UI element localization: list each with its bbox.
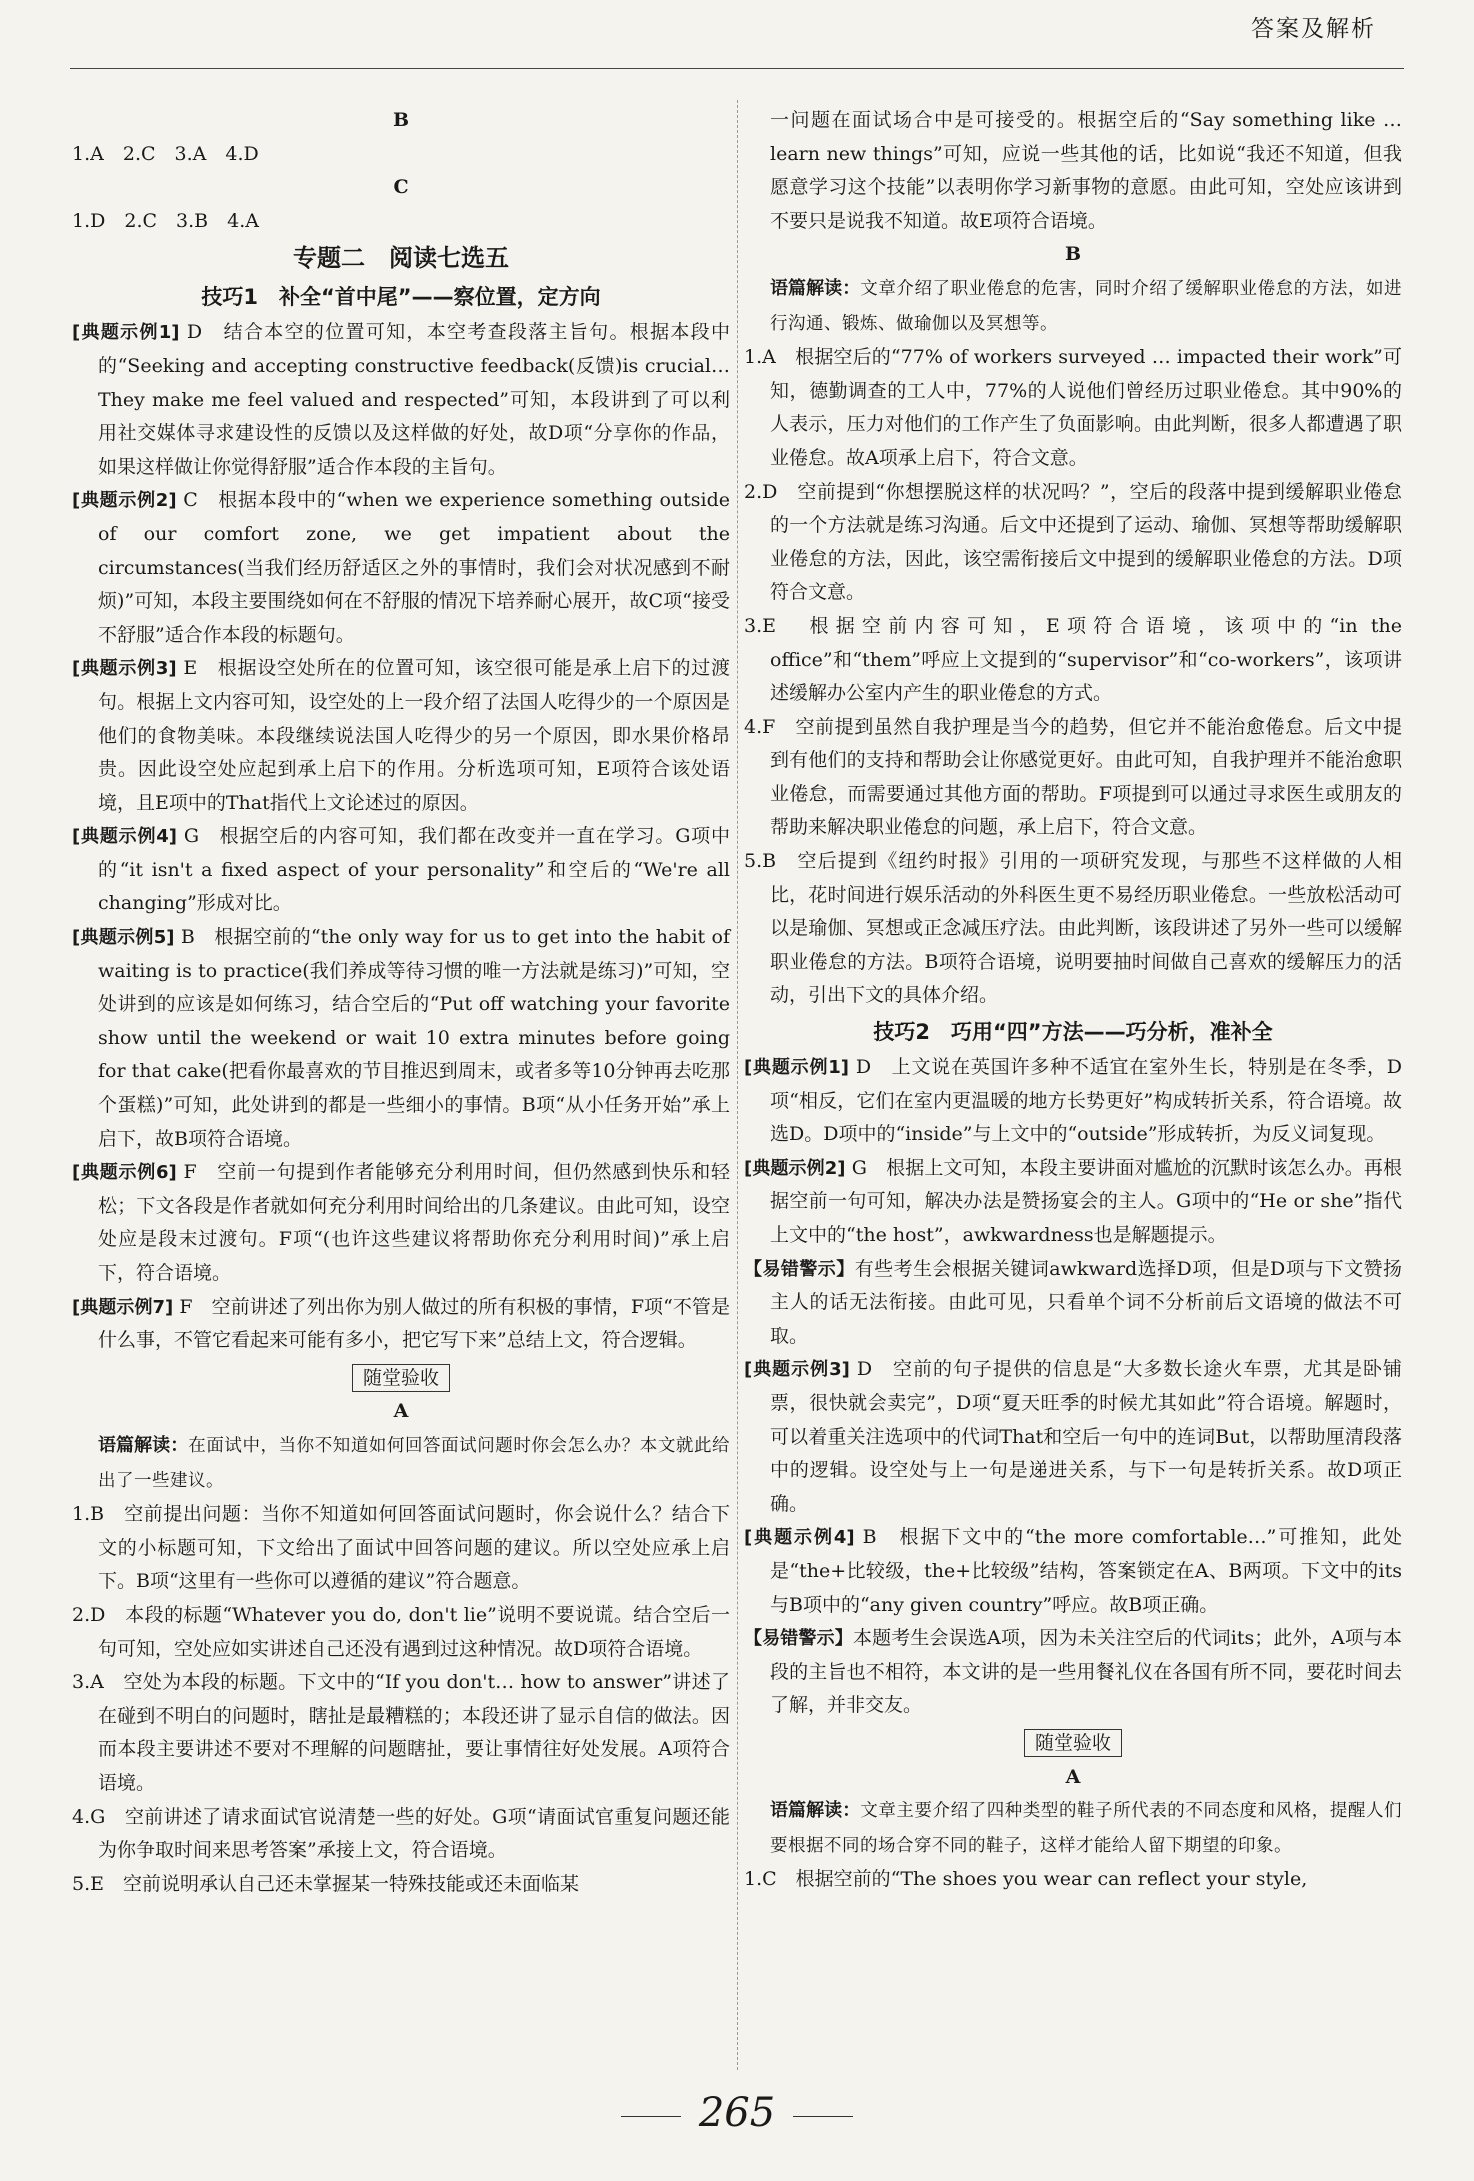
example-text: D 空前的句子提供的信息是“大多数长途火车票，尤其是卧铺票，很快就会卖完”，D项“夏天旺季的时候尤其如此”符合语境。解题时，可以着重关注选项中的代词That和空后一句中的连词But，以帮助厘清段落中的逻辑。设空处与上一句是递进关系，与下一句是转折关系。故D项正确。 [770, 1358, 1402, 1515]
answer-item: 4.G 空前讲述了请求面试官说清楚一些的好处。G项“请面试官重复问题还能为你争取时间来思考答案”承接上文，符合语境。 [72, 1805, 730, 1862]
passage-intro-text: 在面试中，当你不知道如何回答面试问题时你会怎么办？本文就此给出了一些建议。 [98, 1435, 731, 1491]
part-c-answers: 1.D 2.C 3.B 4.A [72, 209, 259, 232]
example-tag: [典题示例6] [72, 1162, 177, 1184]
example-text: D 结合本空的位置可知，本空考查段落主旨句。根据本段中的“Seeking and accepting constructive feedback(反馈)is crucial… They make me feel valued and respected”可知，本段讲到了可以利用社交媒体寻求建设性的反馈以及这样做的好处，故D项“分享你的作品，如果这样做让你觉得舒服”适合作本段的主旨句。 [98, 321, 730, 478]
example-3 [72, 652, 730, 820]
part-b-answers: 1.A 2.C 3.A 4.D [72, 142, 259, 165]
example-text: F 空前一句提到作者能够充分利用时间，但仍然感到快乐和轻松；下文各段是作者就如何充分利用时间给出的几条建议。由此可知，设空处应是段末过渡句。F项“(也许这些建议将帮助你充分利用时间)”承上启下，符合语境。 [98, 1161, 730, 1284]
footer-dash-right [793, 2116, 853, 2117]
practice-a-label: A [393, 1400, 409, 1423]
example-4 [744, 1521, 1402, 1622]
answer-item: 2.D 本段的标题“Whatever you do, don't lie”说明不要说谎。结合空后一句可知，空处应如实讲述自己还没有遇到过这种情况。故D项符合语境。 [72, 1603, 730, 1660]
example-tag: [典题示例1] [744, 1057, 849, 1079]
example-tag: [典题示例4] [744, 1527, 855, 1549]
part-c-label: C [393, 176, 409, 199]
answer-item: 1.C 根据空前的“The shoes you wear can reflect your style, [744, 1868, 1308, 1891]
passage-intro [72, 1429, 730, 1498]
passage-intro [744, 272, 1402, 341]
warning-label: 【易错警示】 [744, 1258, 855, 1280]
practice-a-label: A [1065, 1765, 1081, 1788]
example-tag: [典题示例1] [72, 322, 180, 344]
example-2 [72, 484, 730, 652]
example-text: F 空前讲述了列出你为别人做过的所有积极的事情，F项“不管是什么事，不管它看起来可能有多小，把它写下来”总结上文，符合逻辑。 [98, 1295, 730, 1352]
right-column [744, 104, 1402, 1897]
passage-intro-label: 语篇解读： [770, 277, 861, 299]
answer-item: 2.D 空前提到“你想摆脱这样的状况吗？”，空后的段落中提到缓解职业倦怠的一个方法就是练习沟通。后文中还提到了运动、瑜伽、冥想等帮助缓解职业倦怠的方法，因此，该空需衔接后文中提到的缓解职业倦怠的方法。D项符合文意。 [744, 480, 1402, 604]
skill2-title: 技巧2 巧用“四”方法——巧分析，准补全 [873, 1020, 1273, 1045]
example-tag: [典题示例3] [744, 1359, 850, 1381]
page-number: 265 [698, 2090, 776, 2136]
example-6 [72, 1156, 730, 1290]
answer-item: 1.B 空前提出问题：当你不知道如何回答面试问题时，你会说什么？结合下文的小标题可知，下文给出了面试中回答问题的建议。所以空处应承上启下。B项“这里有一些你可以遵循的建议”符合题意。 [72, 1503, 730, 1593]
example-tag: [典题示例3] [72, 658, 177, 680]
answer-item: 1.A 根据空后的“77% of workers surveyed … impacted their work”可知，德勤调查的工人中，77%的人说他们曾经历过职业倦怠。其中90%的人表示，压力对他们的工作产生了负面影响。由此判断，很多人都遭遇了职业倦怠。故A项承上启下，符合文意。 [744, 346, 1402, 469]
warning-text: 本题考生会误选A项，因为未关注空后的代词its；此外，A项与本段的主旨也不相符，本文讲的是一些用餐礼仪在各国有所不同，要花时间去了解，并非交友。 [770, 1627, 1402, 1717]
passage-intro-text: 文章介绍了职业倦怠的危害，同时介绍了缓解职业倦怠的方法，如进行沟通、锻炼、做瑜伽以及冥想等。 [770, 278, 1403, 334]
practice-label: 随堂验收 [1024, 1729, 1122, 1757]
example-text: B 根据下文中的“the more comfortable…”可推知，此处是“the+比较级，the+比较级”结构，答案锁定在A、B两项。下文中的its与B项中的“any given country”呼应。故B项正确。 [770, 1526, 1402, 1616]
practice-label: 随堂验收 [352, 1364, 450, 1392]
warning-2 [744, 1622, 1402, 1723]
example-tag: [典题示例4] [72, 826, 178, 848]
example-tag: [典题示例2] [744, 1157, 846, 1179]
answer-item: 4.F 空前提到虽然自我护理是当今的趋势，但它并不能治愈倦怠。后文中提到有他们的支持和帮助会让你感觉更好。由此可知，自我护理并不能治愈职业倦怠，而需要通过其他方面的帮助。F项提到可以通过寻求医生或朋友的帮助来解决职业倦怠的问题，承上启下，符合文意。 [744, 715, 1402, 839]
skill1-title: 技巧1 补全“首中尾”——察位置，定方向 [201, 285, 601, 310]
example-text: G 根据空后的内容可知，我们都在改变并一直在学习。G项中的“it isn't a fixed aspect of your personality”和空后的“We're all changing”形成对比。 [98, 825, 730, 915]
passage-intro-label: 语篇解读： [98, 1434, 189, 1456]
example-text: B 根据空前的“the only way for us to get into the habit of waiting is to practice(我们养成等待习惯的唯一方法就是练习)”可知，空处讲到的应该是如何练习，结合空后的“Put off watching your favorite show until the weekend or wait 10 extra minutes before going for that cake(把看你最喜欢的节目推迟到周末，或者多等10分钟再去吃那个蛋糕)”可知，此处讲到的都是一些细小的事情。B项“从小任务开始”承上启下，故B项符合语境。 [98, 926, 730, 1150]
answer-item: 5.B 空后提到《纽约时报》引用的一项研究发现，与那些不这样做的人相比，花时间进行娱乐活动的外科医生更不易经历职业倦怠。一些放松活动可以是瑜伽、冥想或正念减压疗法。由此判断，该段讲述了另外一些可以缓解职业倦怠的方法。B项符合语境，说明要抽时间做自己喜欢的缓解压力的活动，引出下文的具体介绍。 [744, 850, 1402, 1007]
example-text: D 上文说在英国许多种不适宜在室外生长，特别是在冬季，D项“相反，它们在室内更温暖的地方长势更好”构成转折关系，符合语境。故选D。D项中的“inside”与上文中的“outside”形成转折，为反义词复现。 [770, 1056, 1402, 1146]
example-1 [72, 316, 730, 484]
example-7 [72, 1291, 730, 1358]
example-2 [744, 1152, 1402, 1253]
warning-label: 【易错警示】 [744, 1628, 853, 1650]
footer-dash-left [621, 2116, 681, 2117]
continued-answer: 一问题在面试场合中是可接受的。根据空后的“Say something like … learn new things”可知，应说一些其他的话，比如说“我还不知道，但我愿意学习这个技能”以表明你学习新事物的意愿。由此可知，空处应该讲到不要只是说我不知道。故E项符合语境。 [770, 109, 1402, 232]
example-tag: [典题示例7] [72, 1296, 174, 1318]
example-1 [744, 1051, 1402, 1152]
passage-intro-text: 文章主要介绍了四种类型的鞋子所代表的不同态度和风格，提醒人们要根据不同的场合穿不同的鞋子，这样才能给人留下期望的印象。 [770, 1801, 1403, 1856]
part-b-label: B [392, 109, 410, 131]
left-column [72, 104, 730, 1901]
example-tag: [典题示例2] [72, 490, 177, 512]
passage-intro [744, 1794, 1402, 1863]
example-text: G 根据上文可知，本段主要讲面对尴尬的沉默时该怎么办。再根据空前一句可知，解决办法是赞扬宴会的主人。G项中的“He or she”指代上文中的“the host”，awkwardness也是解题提示。 [770, 1156, 1402, 1246]
header-rule [70, 68, 1404, 69]
part-b-label: B [1064, 243, 1082, 266]
example-5 [72, 921, 730, 1156]
passage-intro-label: 语篇解读： [770, 1800, 861, 1822]
example-text: E 根据设空处所在的位置可知，该空很可能是承上启下的过渡句。根据上文内容可知，设空处的上一段介绍了法国人吃得少的一个原因是他们的食物美味。本段继续说法国人吃得少的另一个原因，即水果价格昂贵。因此设空处应起到承上启下的作用。分析选项可知，E项符合该处语境，且E项中的That指代上文论述过的原因。 [98, 657, 730, 814]
warning-1 [744, 1253, 1402, 1354]
warning-text: 有些考生会根据关键词awkward选择D项，但是D项与下文赞扬主人的话无法衔接。由此可见，只看单个词不分析前后文语境的做法不可取。 [770, 1257, 1402, 1347]
answer-item: 3.E 根据空前内容可知，E项符合语境，该项中的“in the office”和“them”呼应上文提到的“supervisor”和“co-workers”，该项讲述缓解办公室内产生的职业倦怠的方式。 [744, 614, 1402, 705]
example-tag: [典题示例5] [72, 927, 175, 949]
example-3 [744, 1353, 1402, 1521]
example-text: C 根据本段中的“when we experience something outside of our comfort zone, we get impatient about the circumstances(当我们经历舒适区之外的事情时，我们会对状况感到不耐烦)”可知，本段主要围绕如何在不舒服的情况下培养耐心展开，故C项“接受不舒服”适合作本段的标题句。 [98, 489, 730, 646]
running-title: 答案及解析 [1251, 16, 1376, 42]
answer-item: 5.E 空前说明承认自己还未掌握某一特殊技能或还未面临某 [72, 1872, 579, 1895]
section-title: 专题二 阅读七选五 [293, 244, 509, 273]
answer-item: 3.A 空处为本段的标题。下文中的“If you don't… how to answer”讲述了在碰到不明白的问题时，瞎扯是最糟糕的；本段还讲了显示自信的做法。因而本段主要讲述不要对不理解的问题瞎扯，要让事情往好处发展。A项符合语境。 [72, 1671, 730, 1794]
example-4 [72, 820, 730, 921]
column-divider [737, 100, 738, 2070]
page-number-footer [0, 2090, 1474, 2136]
